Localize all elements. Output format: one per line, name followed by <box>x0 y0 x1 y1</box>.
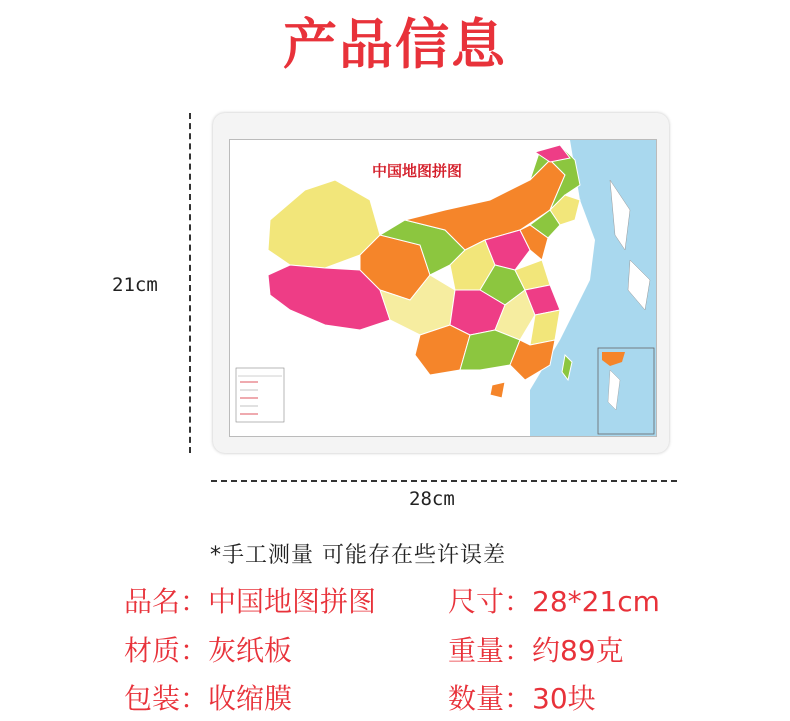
spec-value: 灰纸板 <box>208 634 293 667</box>
spec-quantity <box>448 677 596 717</box>
spec-label: 尺寸 <box>448 585 505 618</box>
width-dimension-line <box>211 480 677 482</box>
spec-value: 收缩膜 <box>208 682 293 715</box>
spec-separator: ： <box>180 682 209 715</box>
spec-product-name <box>124 580 376 620</box>
spec-separator: ： <box>180 585 209 618</box>
spec-value: 28*21cm <box>532 585 660 618</box>
height-dimension-label: 21cm <box>112 274 158 296</box>
measurement-note: *手工测量 可能存在些许误差 <box>210 543 506 568</box>
spec-separator: ： <box>504 682 533 715</box>
spec-value: 中国地图拼图 <box>208 585 377 618</box>
puzzle-map-title: 中国地图拼图 <box>372 162 463 180</box>
spec-separator: ： <box>180 634 209 667</box>
spec-material <box>124 629 292 669</box>
puzzle-board <box>213 113 669 453</box>
spec-separator: ： <box>504 634 533 667</box>
spec-label: 数量 <box>448 682 505 715</box>
width-dimension-label: 28cm <box>409 488 455 510</box>
spec-label: 包装 <box>124 682 181 715</box>
spec-value: 约89克 <box>532 634 624 667</box>
height-dimension-line <box>189 113 191 453</box>
spec-size <box>448 580 660 620</box>
spec-label: 材质 <box>124 634 181 667</box>
spec-separator: ： <box>504 585 533 618</box>
map-graphic <box>230 140 656 436</box>
spec-packaging <box>124 677 292 717</box>
spec-label: 品名 <box>124 585 181 618</box>
china-map <box>229 139 657 437</box>
spec-value: 30块 <box>532 682 596 715</box>
spec-weight <box>448 629 624 669</box>
spec-label: 重量 <box>448 634 505 667</box>
page-title: 产品信息 <box>283 13 507 76</box>
